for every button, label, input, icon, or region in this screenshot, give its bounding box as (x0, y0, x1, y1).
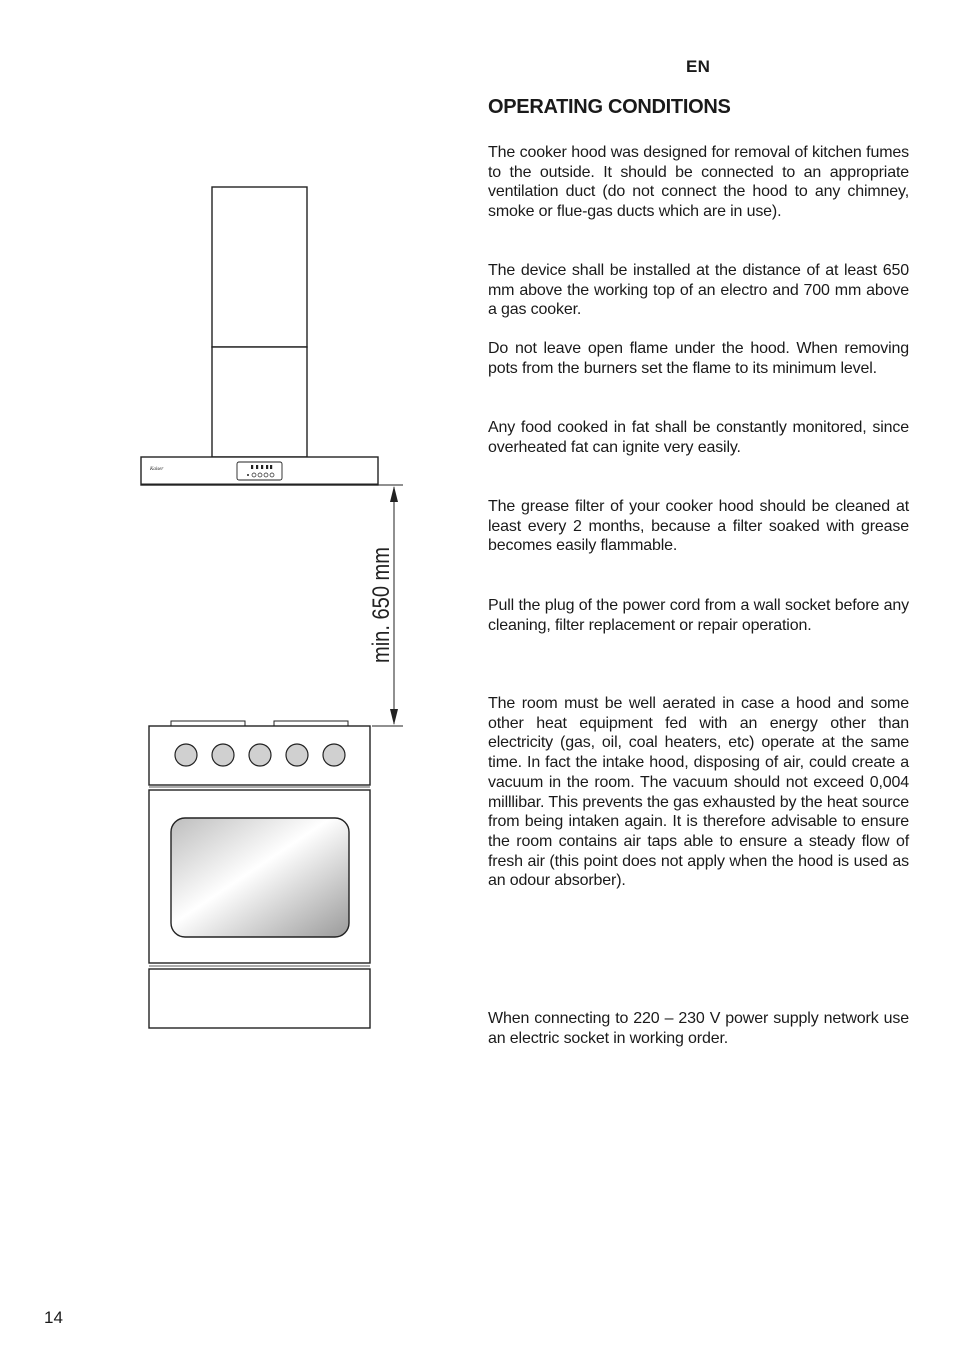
installation-diagram (0, 0, 420, 1040)
hood-control-panel (237, 462, 282, 480)
hood-chimney (212, 187, 307, 457)
paragraph-grease-filter: The grease filter of your cooker hood should be cleaned at least every 2 months, because a filter soaked with grease becomes easily flammable. (488, 498, 909, 555)
cooker-drawer (149, 969, 370, 1028)
oven-window (171, 818, 349, 937)
hood-brand-logo: Kaiser (150, 467, 164, 472)
paragraph-fat-cooking: Any food cooked in fat shall be constantly monitored, since overheated fat can ignite very easily. (488, 419, 909, 456)
paragraph-open-flame: Do not leave open flame under the hood. When removing pots from the burners set the flame to its minimum level. (488, 340, 909, 377)
cooker (149, 721, 370, 1028)
page-number: 14 (44, 1308, 63, 1327)
paragraph-room-aeration: The room must be well aerated in case a hood and some other heat equipment fed with an energy other than electricity (gas, oil, coal heaters, etc) operate at the same time. In fact the intake hood, disposing of air, could create a vacuum in the room. The vacuum should not exceed 0,004 milllibar. This prevents the gas exhausted by the heat source from being intaken again. It is therefore advisable to ensure the room contains air taps able to ensure a steady flow of fresh air (this point does not apply when the hood is used as an odour absorber). (488, 695, 909, 890)
paragraph-ventilation: The cooker hood was designed for removal of kitchen fumes to the outside. It should be connected to an appropriate ventilation duct (do not connect the hood to any chimney, smoke or flue-gas ducts which are in use). (488, 144, 909, 221)
paragraph-install-distance: The device shall be installed at the distance of at least 650 mm above the working top of an electro and 700 mm above a gas cooker. (488, 262, 909, 319)
paragraph-power-supply: When connecting to 220 – 230 V power supply network use an electric socket in working order. (488, 1010, 909, 1047)
paragraph-power-plug: Pull the plug of the power cord from a wall socket before any cleaning, filter replacement or repair operation. (488, 597, 909, 634)
dimension-label: min. 650 mm (368, 524, 395, 663)
hood-canopy (141, 457, 378, 485)
section-title: OPERATING CONDITIONS (488, 96, 731, 118)
dimension-line (368, 485, 403, 726)
language-code: EN (686, 57, 711, 76)
